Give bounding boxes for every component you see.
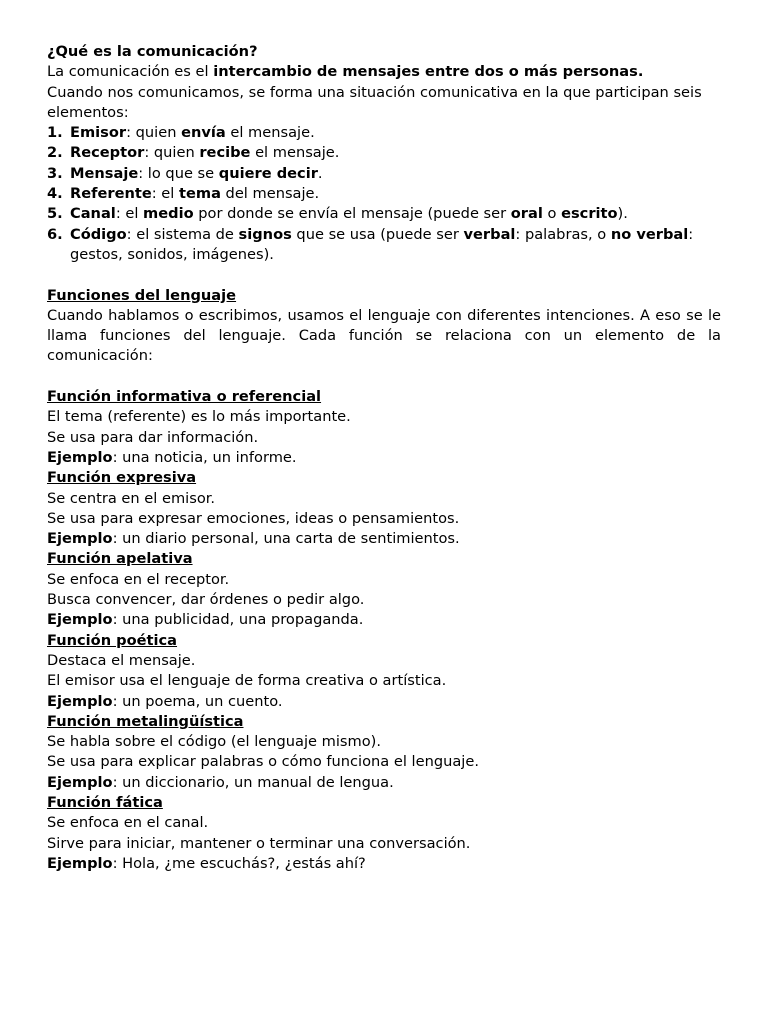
function-line: El emisor usa el lenguaje de forma creativa o artística.: [47, 672, 447, 690]
example-label: Ejemplo: [47, 773, 113, 791]
element-text: : quien: [126, 124, 182, 142]
element-text: : lo que se: [138, 164, 219, 182]
element-text: por donde se envía el mensaje (puede ser: [193, 205, 511, 223]
element-text: : palabras, o: [515, 225, 611, 243]
element-text: .: [317, 164, 323, 182]
function-line: Sirve para iniciar, mantener o terminar una conversación.: [47, 834, 471, 852]
element-item: [47, 164, 721, 184]
document-page: [47, 42, 721, 874]
element-text: ).: [617, 205, 628, 223]
function-line: Se enfoca en el receptor.: [47, 570, 230, 588]
element-keyword: recibe: [199, 144, 251, 162]
element-item: [47, 204, 721, 224]
element-number: 6.: [47, 225, 63, 243]
function-title: Función fática: [47, 793, 163, 811]
element-keyword: signos: [238, 225, 292, 243]
element-item: [47, 225, 721, 266]
function-line: El tema (referente) es lo más importante.: [47, 408, 351, 426]
element-number: 2.: [47, 144, 63, 162]
element-text: el mensaje.: [250, 144, 340, 162]
functions-section-intro: Cuando hablamos o escribimos, usamos el lenguaje con diferentes intenciones. A eso se le llama funciones del lenguaje. Cada función se relaciona con un elemento de la comunicación:: [47, 306, 721, 365]
element-keyword: escrito: [561, 205, 618, 223]
element-keyword: quiere decir: [218, 164, 318, 182]
elements-list: [47, 123, 721, 265]
element-keyword: no verbal: [610, 225, 689, 243]
element-text: del mensaje.: [220, 185, 320, 203]
example-label: Ejemplo: [47, 448, 113, 466]
intro-situation: Cuando nos comunicamos, se forma una situación comunicativa en la que participan seis elementos:: [47, 83, 702, 121]
function-block: [47, 549, 721, 630]
intro-title: ¿Qué es la comunicación?: [47, 43, 258, 60]
example-text: : una publicidad, una propaganda.: [112, 611, 364, 629]
element-text: : gestos, sonidos, imágenes).: [70, 225, 694, 263]
function-line: Se usa para dar información.: [47, 428, 259, 446]
intro-definition: La comunicación es el intercambio de mensajes entre dos o más personas.: [47, 63, 644, 81]
element-term: Código: [70, 225, 127, 243]
example-text: : un diario personal, una carta de sentimientos.: [112, 530, 460, 548]
function-example: [47, 529, 721, 549]
element-keyword: envía: [181, 124, 226, 142]
example-label: Ejemplo: [47, 854, 113, 872]
element-term: Referente: [70, 185, 152, 203]
function-example: [47, 610, 721, 630]
example-label: Ejemplo: [47, 611, 113, 629]
element-text: : el sistema de: [126, 225, 239, 243]
spacer: [47, 265, 721, 285]
functions-list: [47, 387, 721, 874]
element-item: [47, 143, 721, 163]
element-text: o: [542, 205, 562, 223]
function-example: [47, 448, 721, 468]
element-text: que se usa (puede ser: [291, 225, 464, 243]
function-line: Se habla sobre el código (el lenguaje mismo).: [47, 733, 381, 751]
element-text: : quien: [144, 144, 200, 162]
function-example: [47, 854, 721, 874]
function-title: Función apelativa: [47, 550, 193, 568]
element-keyword: tema: [178, 185, 221, 203]
function-line: Destaca el mensaje.: [47, 651, 196, 669]
function-line: Se centra en el emisor.: [47, 489, 216, 507]
element-keyword: verbal: [463, 225, 516, 243]
element-number: 1.: [47, 124, 63, 142]
function-block: [47, 631, 721, 712]
functions-section-title: Funciones del lenguaje: [47, 286, 237, 304]
function-title: Función informativa o referencial: [47, 388, 322, 406]
example-label: Ejemplo: [47, 692, 113, 710]
element-term: Receptor: [70, 144, 145, 162]
element-item: [47, 123, 721, 143]
example-text: : un poema, un cuento.: [112, 692, 283, 710]
function-title: Función expresiva: [47, 469, 197, 487]
example-text: : un diccionario, un manual de lengua.: [112, 773, 394, 791]
element-number: 3.: [47, 164, 63, 182]
element-text: el mensaje.: [225, 124, 315, 142]
element-term: Canal: [70, 205, 116, 223]
element-number: 4.: [47, 185, 63, 203]
function-block: [47, 387, 721, 468]
function-line: Se enfoca en el canal.: [47, 814, 209, 832]
function-line: Busca convencer, dar órdenes o pedir algo.: [47, 591, 365, 609]
function-title: Función metalingüística: [47, 712, 244, 730]
spacer: [47, 367, 721, 387]
element-number: 5.: [47, 205, 63, 223]
function-line: Se usa para expresar emociones, ideas o pensamientos.: [47, 509, 460, 527]
element-keyword: medio: [143, 205, 194, 223]
element-term: Emisor: [70, 124, 127, 142]
element-keyword: oral: [510, 205, 543, 223]
function-line: Se usa para explicar palabras o cómo funciona el lenguaje.: [47, 753, 479, 771]
element-term: Mensaje: [70, 164, 139, 182]
function-block: [47, 468, 721, 549]
example-text: : Hola, ¿me escuchás?, ¿estás ahí?: [112, 854, 366, 872]
element-item: [47, 184, 721, 204]
example-label: Ejemplo: [47, 530, 113, 548]
element-text: : el: [151, 185, 179, 203]
element-text: : el: [115, 205, 144, 223]
function-title: Función poética: [47, 631, 178, 649]
function-block: [47, 793, 721, 874]
function-example: [47, 773, 721, 793]
function-block: [47, 712, 721, 793]
example-text: : una noticia, un informe.: [112, 448, 297, 466]
function-example: [47, 692, 721, 712]
